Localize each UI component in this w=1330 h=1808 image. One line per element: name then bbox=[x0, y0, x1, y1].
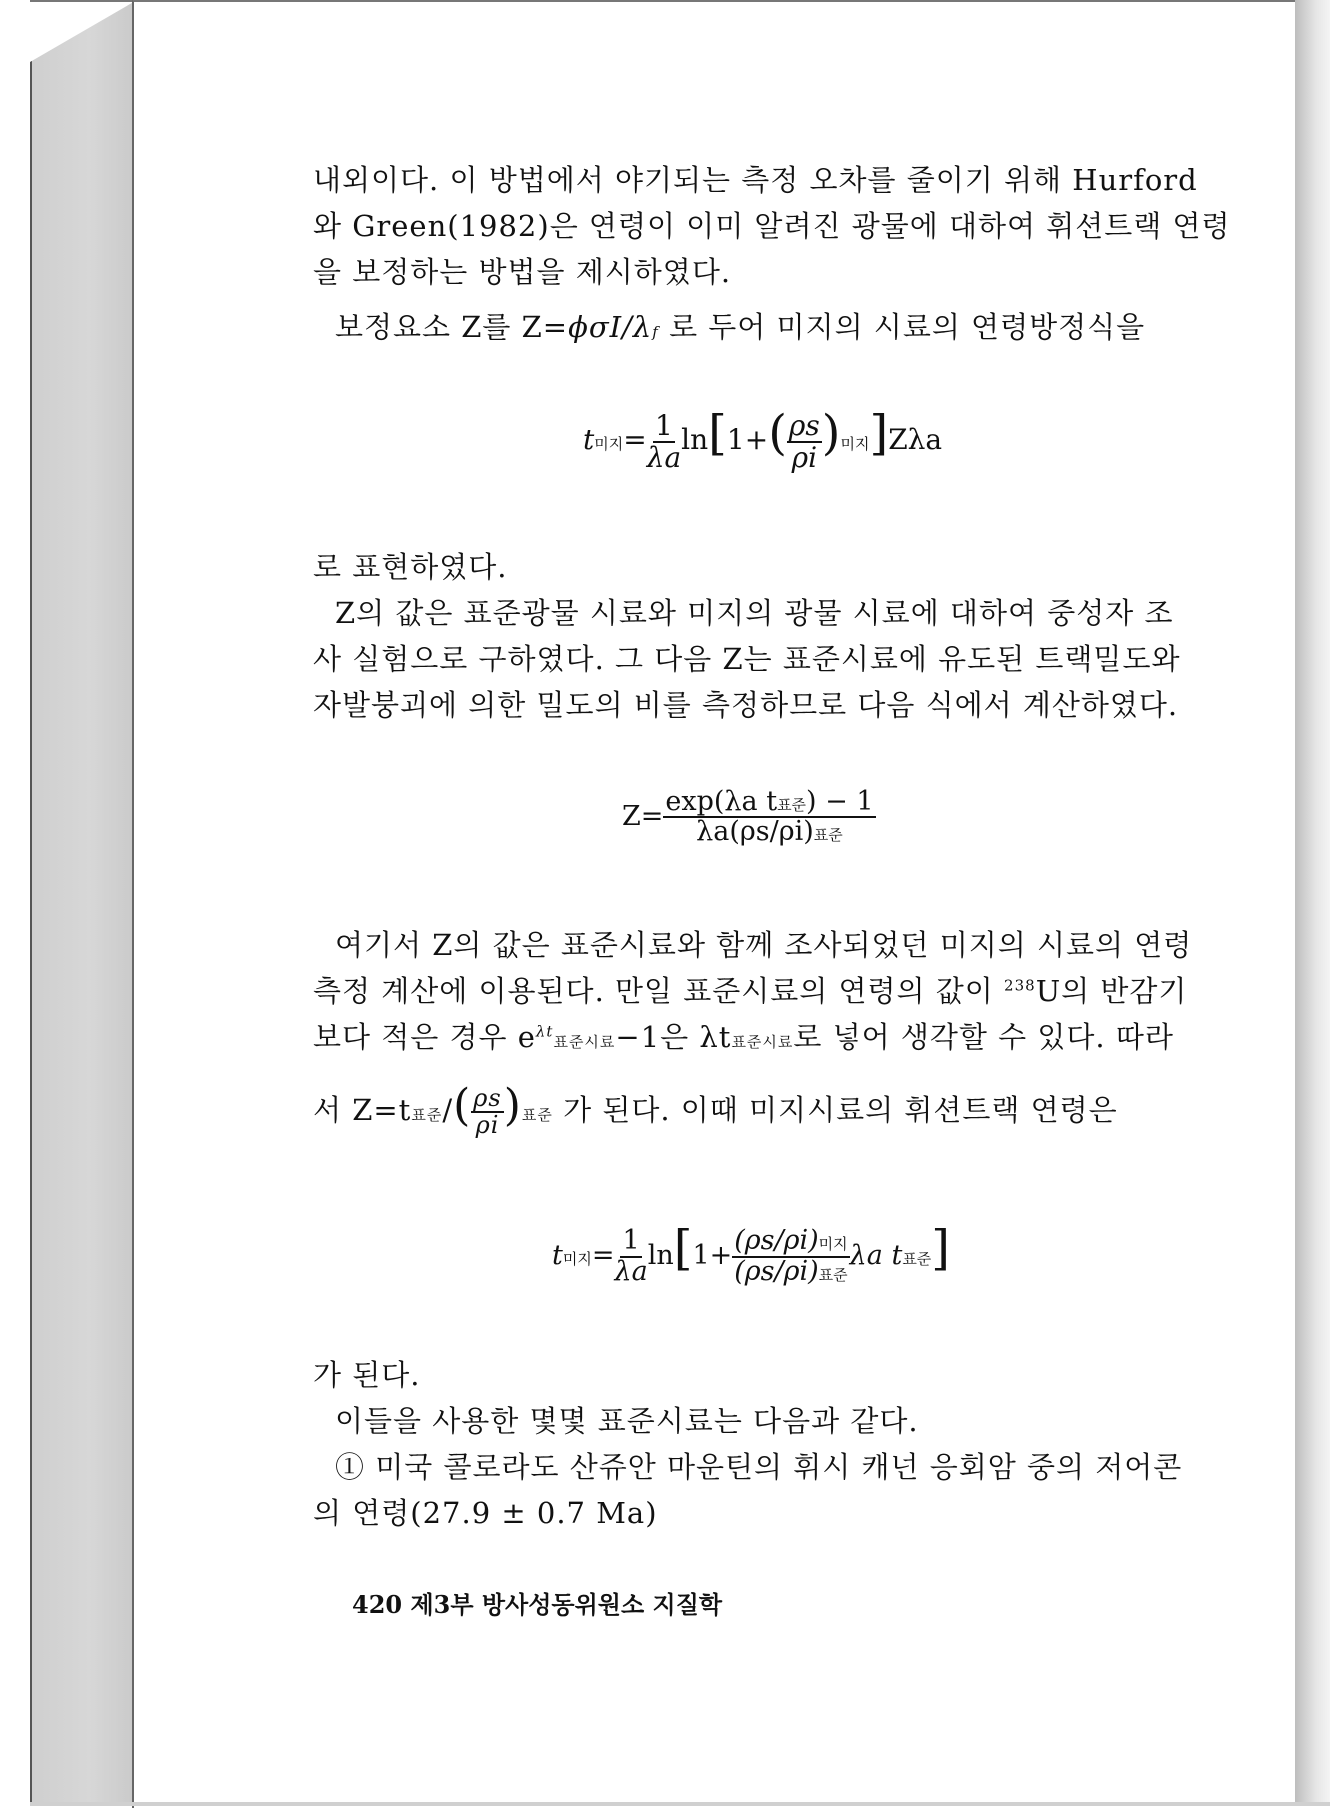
paragraph1-line2: 와 Green(1982)은 연령이 이미 알려진 광물에 대하여 휘션트랙 연령 bbox=[313, 209, 1231, 243]
book-bottom-edge bbox=[30, 1802, 1330, 1806]
eq1-sub-unknown: 미지 bbox=[840, 435, 870, 453]
paragraph5-line2 bbox=[313, 969, 1187, 1010]
eq3-num-sub: 미지 bbox=[818, 1235, 848, 1254]
equation-1: t미지= $\frac{1}{\lambda a}$ ln[1+( $\frac{\rho s}{\rho i}$ )미지]Zλa bbox=[583, 405, 943, 474]
book-spine bbox=[30, 0, 137, 1806]
paragraph5-line1: 여기서 Z의 값은 표준시료와 함께 조사되었던 미지의 시료의 연령 bbox=[335, 928, 1193, 962]
eq3-fraction2 bbox=[732, 1227, 849, 1286]
eq1-lhs: t bbox=[583, 423, 595, 456]
p5l3-sub2: 표준시료 bbox=[731, 1033, 794, 1051]
equation-3: t미지= $\frac{1}{\lambda a}$ ln[1+ $\frac{\text{(ρs/ρi)미지}}{\text{(ρs/ρi)표준}}$ λa t표준] bbox=[552, 1220, 951, 1287]
eq2-num-text: exp(λa t bbox=[665, 786, 778, 817]
eq3-num: (ρs/ρi) bbox=[734, 1225, 819, 1257]
eq2-lhs: Z= bbox=[622, 800, 664, 832]
equation-2 bbox=[622, 788, 876, 847]
eq1-rho-fraction bbox=[787, 411, 822, 472]
p5l3-b: −1은 λt bbox=[615, 1020, 732, 1054]
eq3-ln: ln bbox=[647, 1240, 674, 1271]
paragraph2-formula: ϕσI/λ bbox=[568, 310, 653, 344]
paragraph4-line3: 자발붕괴에 의한 밀도의 비를 측정하므로 다음 식에서 계산하였다. bbox=[313, 688, 1179, 722]
p5l3-sub1: 표준시료 bbox=[553, 1033, 616, 1051]
eq3-lhs: t bbox=[552, 1240, 563, 1271]
eq3-lhs-sub: 미지 bbox=[562, 1250, 592, 1268]
paragraph2-formula-sub: f bbox=[652, 323, 659, 341]
paragraph8-line1: ① 미국 콜로라도 산쥬안 마운틴의 휘시 캐넌 응회암 중의 저어콘 bbox=[335, 1450, 1183, 1484]
p5l4-a: 서 Z=t bbox=[313, 1093, 412, 1127]
paragraph1-line1: 내외이다. 이 방법에서 야기되는 측정 오차를 줄이기 위해 Hurford bbox=[313, 163, 1198, 197]
eq1-fraction bbox=[647, 411, 681, 472]
paragraph6: 가 된다. bbox=[313, 1358, 421, 1392]
p5l3-c: 로 넣어 생각할 수 있다. 따라 bbox=[793, 1020, 1174, 1054]
p5l4-sub2: 표준 bbox=[521, 1106, 553, 1124]
paragraph2-text-a: 보정요소 Z를 Z= bbox=[335, 310, 569, 344]
eq3-fraction1 bbox=[614, 1227, 647, 1286]
eq1-lhs-sub: 미지 bbox=[594, 435, 624, 453]
eq1-tail: Zλa bbox=[888, 423, 943, 456]
eq2-num-tail: ) − 1 bbox=[806, 786, 874, 817]
eq1-ln: ln bbox=[681, 423, 709, 456]
paragraph4-line1: Z의 값은 표준광물 시료와 미지의 광물 시료에 대하여 중성자 조 bbox=[335, 596, 1174, 630]
p5l4-c: 가 된다. 이때 미지시료의 휘션트랙 연령은 bbox=[563, 1093, 1118, 1127]
eq3-den-sub: 표준 bbox=[818, 1265, 848, 1284]
p5l3-a: 보다 적은 경우 e bbox=[313, 1020, 536, 1054]
p5l3-sup: λt bbox=[535, 1022, 554, 1041]
eq3-one: 1 bbox=[622, 1225, 640, 1257]
eq3-numerator bbox=[732, 1227, 849, 1257]
book-right-edge bbox=[1295, 0, 1330, 1806]
paragraph5-sup: 238 bbox=[1004, 976, 1036, 995]
p5l4-sub1: 표준 bbox=[411, 1106, 443, 1124]
page-footer: 420 제3부 방사성동위원소 지질학 bbox=[352, 1590, 723, 1619]
paragraph2 bbox=[335, 305, 1145, 346]
eq3-den: (ρs/ρi) bbox=[734, 1255, 819, 1287]
eq3-tail-sub: 표준 bbox=[902, 1250, 932, 1268]
eq3-denominator bbox=[734, 1255, 848, 1287]
eq2-numerator bbox=[663, 788, 875, 818]
paragraph1-line3: 을 보정하는 방법을 제시하였다. bbox=[313, 255, 732, 289]
eq3-tail: λa t bbox=[849, 1240, 903, 1271]
paragraph8-line2: 의 연령(27.9 ± 0.7 Ma) bbox=[313, 1496, 658, 1530]
eq2-num-sub: 표준 bbox=[777, 796, 807, 814]
eq1-rho-s: ρs bbox=[788, 409, 820, 443]
paragraph2-text-b: 로 두어 미지의 시료의 연령방정식을 bbox=[669, 310, 1146, 344]
eq3-lambda: λa bbox=[614, 1255, 648, 1287]
paragraph5-line2-b: U의 반감기 bbox=[1035, 974, 1188, 1008]
paragraph4-line2: 사 실험으로 구하였다. 그 다음 Z는 표준시료에 유도된 트랙밀도와 bbox=[313, 642, 1181, 676]
eq2-fraction bbox=[663, 788, 875, 847]
p5l4-rho-s: ρs bbox=[473, 1083, 502, 1112]
paragraph3: 로 표현하였다. bbox=[313, 550, 508, 584]
paragraph5-line3 bbox=[313, 1015, 1174, 1056]
p5l4-rho-i: ρi bbox=[475, 1111, 500, 1139]
paragraph5-line2-a: 측정 계산에 이용된다. 만일 표준시료의 연령의 값이 bbox=[313, 974, 1005, 1008]
eq1-den: λa bbox=[646, 440, 682, 474]
eq2-den-sub: 표준 bbox=[813, 826, 843, 845]
paragraph7: 이들을 사용한 몇몇 표준시료는 다음과 같다. bbox=[335, 1404, 919, 1438]
eq1-num: 1 bbox=[655, 409, 673, 443]
paragraph5-line4: 서 Z=t표준/( $\frac{\rho s}{\rho i}$ )표준 가 된다. 이때 미지시료의 휘션트랙 연령은 bbox=[313, 1080, 1118, 1139]
p5l4-frac bbox=[471, 1083, 503, 1139]
eq2-denominator bbox=[696, 818, 843, 846]
eq2-den-text: λa(ρs/ρi) bbox=[696, 816, 814, 848]
eq1-rho-i: ρi bbox=[791, 440, 818, 474]
